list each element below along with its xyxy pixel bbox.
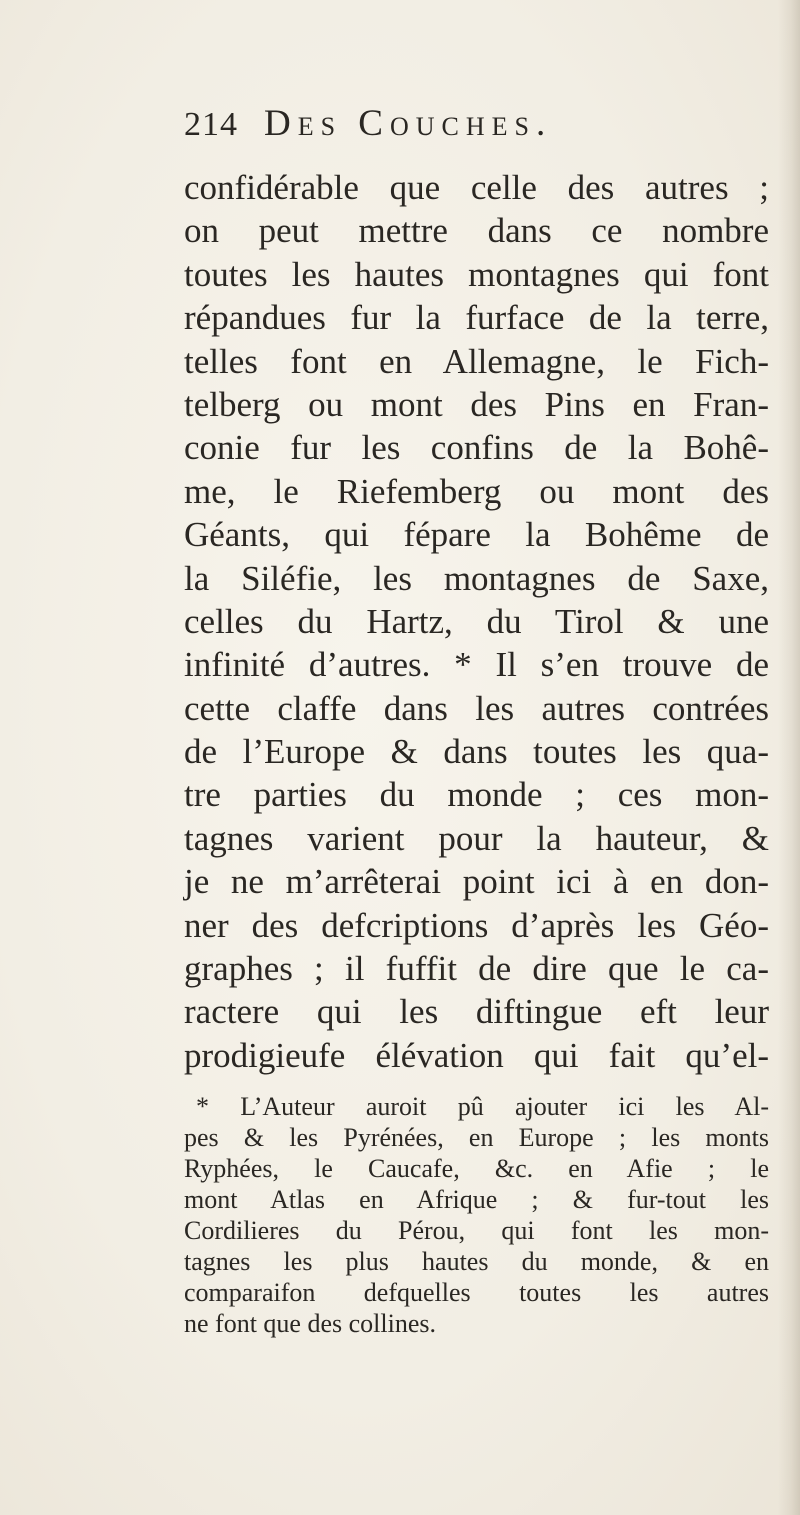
body-line: prodigieufe élévation qui fait qu’el- — [184, 1035, 769, 1075]
body-line: celles du Hartz, du Tirol & une — [184, 601, 769, 641]
footnote — [184, 1091, 784, 1339]
body-line: telberg ou mont des Pins en Fran- — [184, 384, 769, 424]
body-line: tre parties du monde ; ces mon- — [184, 775, 769, 815]
footnote-line: Ryphées, le Caucafe, &c. en Afie ; le — [184, 1154, 769, 1184]
page-header — [184, 102, 784, 160]
body-line: ner des defcriptions d’après les Géo- — [184, 905, 769, 945]
body-line: toutes les hautes montagnes qui font — [184, 254, 769, 294]
footnote-line: Cordilieres du Pérou, qui font les mon- — [184, 1216, 769, 1246]
body-line: je ne m’arrêterai point ici à en don- — [184, 862, 769, 902]
body-text — [184, 166, 784, 1077]
body-line: tagnes varient pour la hauteur, & — [184, 818, 769, 858]
body-line: de l’Europe & dans toutes les qua- — [184, 732, 769, 772]
running-title: Des Couches. — [264, 103, 553, 144]
body-line: la Siléfie, les montagnes de Saxe, — [184, 558, 769, 598]
page-number: 214 — [184, 106, 238, 143]
body-line: cette claffe dans les autres contrées — [184, 688, 769, 728]
footnote-line: ne font que des collines. — [184, 1309, 436, 1339]
body-line: confidérable que celle des autres ; — [184, 168, 769, 207]
body-line: ractere qui les diftingue eft leur — [184, 992, 769, 1032]
footnote-line: comparaifon defquelles toutes les autres — [184, 1278, 769, 1308]
footnote-line: mont Atlas en Afrique ; & fur-tout les — [184, 1185, 769, 1215]
body-line: graphes ; il fuffit de dire que le ca- — [184, 949, 769, 989]
body-line: répandues fur la furface de la terre, — [184, 298, 769, 338]
body-line: me, le Riefemberg ou mont des — [184, 471, 769, 511]
footnote-line: pes & les Pyrénées, en Europe ; les monts — [184, 1123, 769, 1153]
text-block — [184, 102, 784, 1339]
footnote-line: tagnes les plus hautes du monde, & en — [184, 1247, 769, 1277]
body-line: telles font en Allemagne, le Fich- — [184, 341, 769, 381]
footnote-line: * L’Auteur auroit pû ajouter ici les Al- — [196, 1092, 769, 1122]
body-line: infinité d’autres. * Il s’en trouve de — [184, 645, 769, 685]
body-line: on peut mettre dans ce nombre — [184, 211, 769, 251]
body-line: Géants, qui fépare la Bohême de — [184, 515, 769, 555]
body-line: conie fur les confins de la Bohê- — [184, 428, 769, 468]
